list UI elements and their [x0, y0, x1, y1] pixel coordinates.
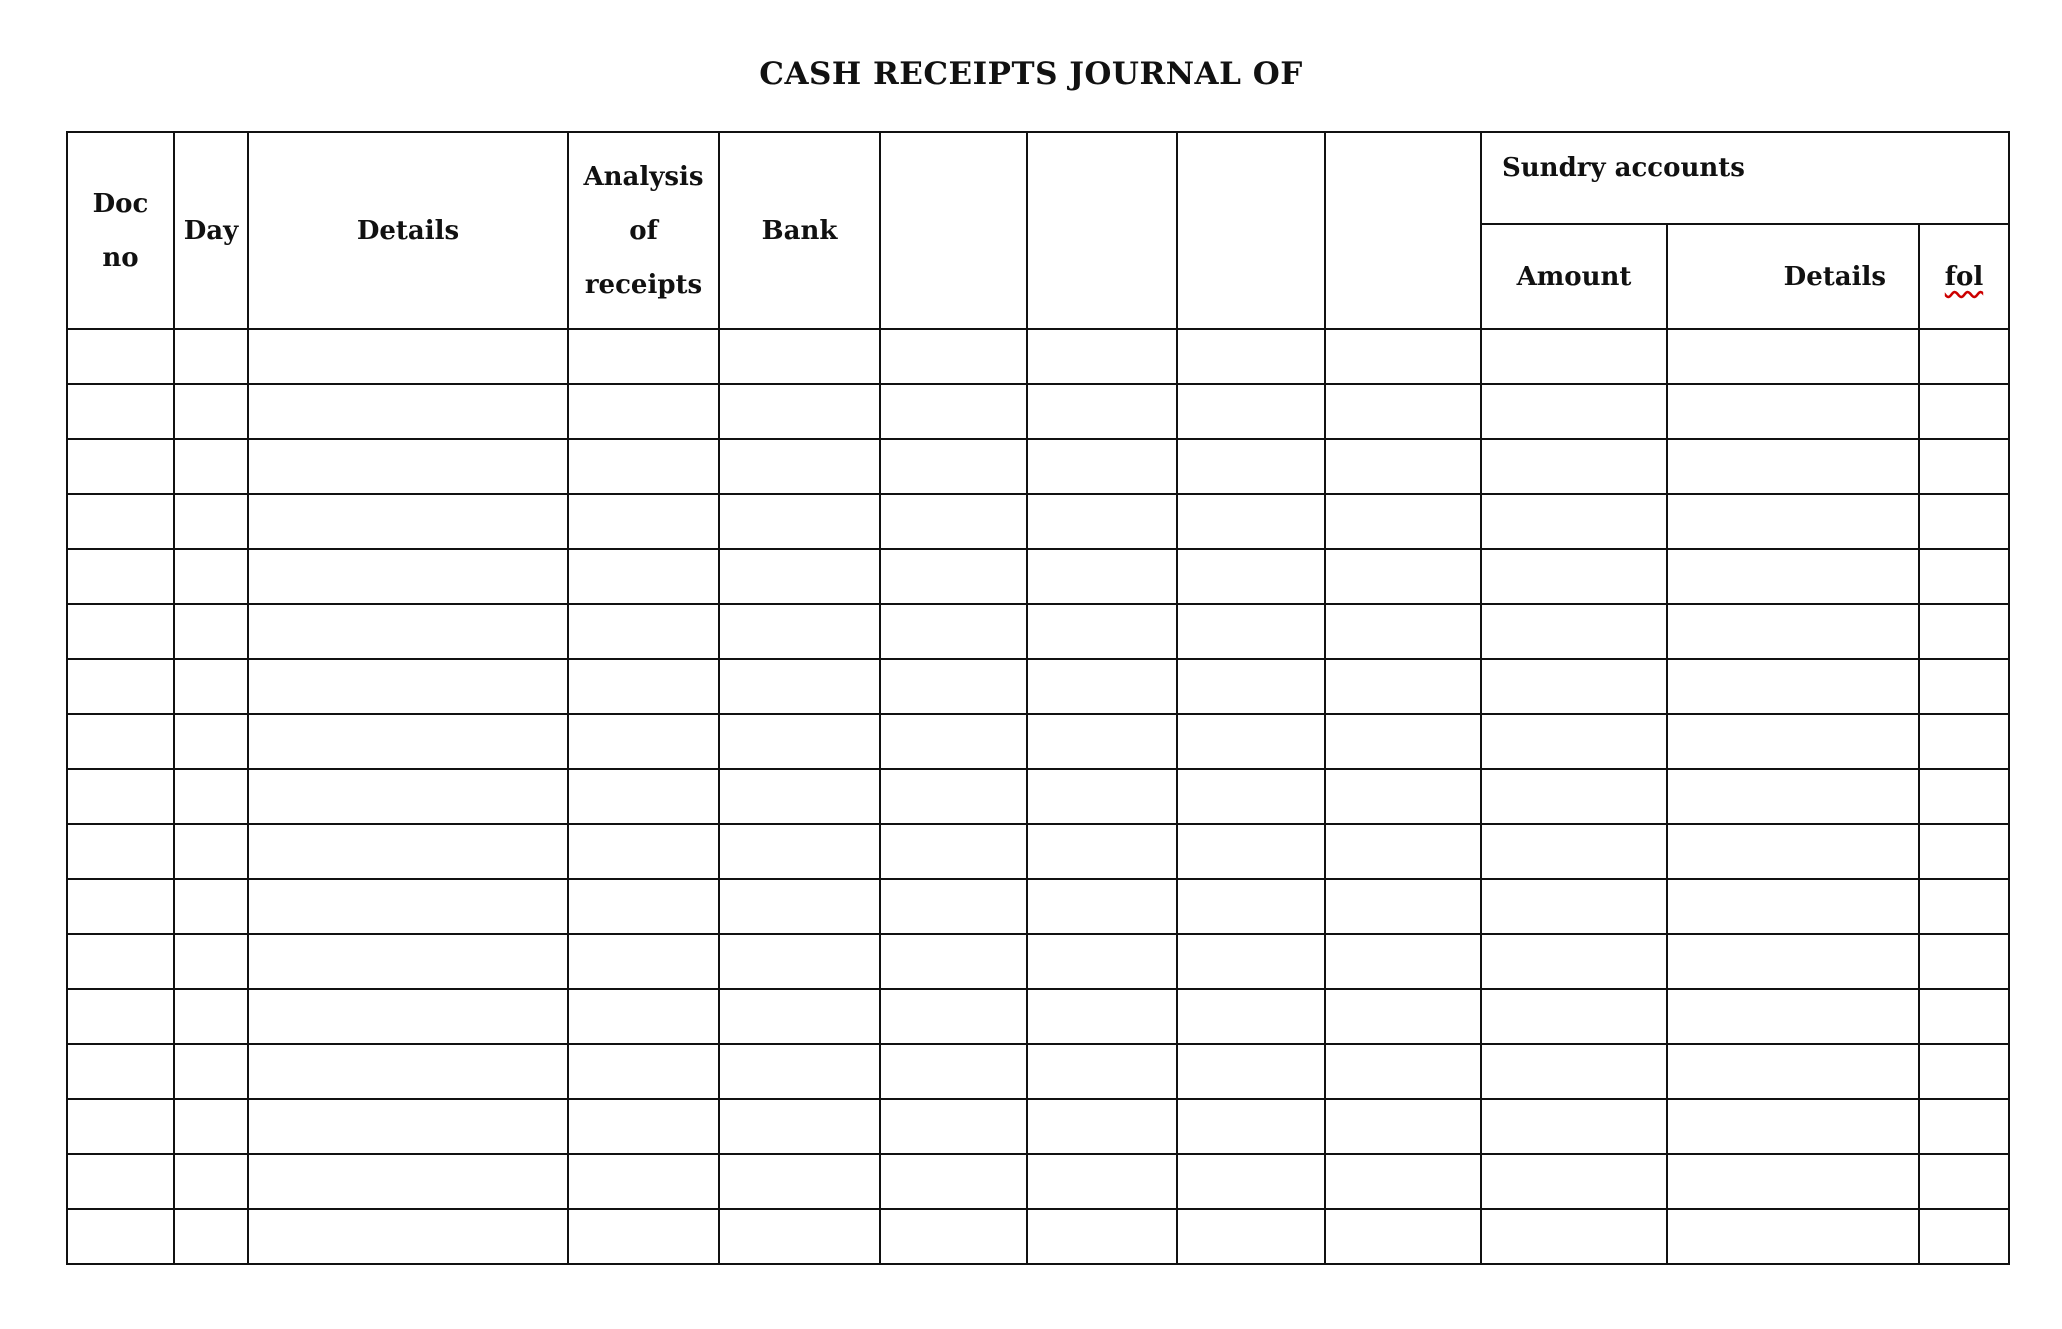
table-cell[interactable] — [1027, 714, 1177, 769]
table-cell[interactable] — [174, 1154, 248, 1209]
table-cell[interactable] — [67, 879, 174, 934]
table-cell[interactable] — [880, 494, 1027, 549]
table-cell[interactable] — [1325, 1099, 1481, 1154]
table-row — [67, 934, 2009, 989]
table-cell[interactable] — [174, 549, 248, 604]
table-cell[interactable] — [1667, 604, 1919, 659]
table-cell[interactable] — [1667, 714, 1919, 769]
table-row — [67, 879, 2009, 934]
table-row — [67, 824, 2009, 879]
table-cell[interactable] — [1919, 659, 2009, 714]
table-cell[interactable] — [174, 879, 248, 934]
table-cell[interactable] — [1667, 1209, 1919, 1264]
page-title: CASH RECEIPTS JOURNAL OF — [759, 56, 1303, 92]
table-cell[interactable] — [1177, 384, 1325, 439]
table-cell[interactable] — [1481, 1209, 1667, 1264]
table-cell[interactable] — [719, 659, 880, 714]
table-cell[interactable] — [1667, 824, 1919, 879]
table-cell[interactable] — [174, 769, 248, 824]
table-cell[interactable] — [1481, 1044, 1667, 1099]
table-cell[interactable] — [174, 1209, 248, 1264]
table-cell[interactable] — [1919, 329, 2009, 384]
table-cell[interactable] — [248, 1209, 568, 1264]
table-row — [67, 1099, 2009, 1154]
table-cell[interactable] — [1481, 659, 1667, 714]
table-cell[interactable] — [1325, 824, 1481, 879]
table-cell[interactable] — [1027, 1154, 1177, 1209]
table-row — [67, 714, 2009, 769]
table-cell[interactable] — [1919, 384, 2009, 439]
table-cell[interactable] — [248, 604, 568, 659]
table-cell[interactable] — [1325, 934, 1481, 989]
table-cell[interactable] — [174, 1044, 248, 1099]
table-cell[interactable] — [568, 1154, 719, 1209]
table-cell[interactable] — [880, 714, 1027, 769]
table-cell[interactable] — [1667, 989, 1919, 1044]
table-cell[interactable] — [67, 934, 174, 989]
table-cell[interactable] — [1027, 934, 1177, 989]
header-blank-4 — [1325, 132, 1481, 329]
table-cell[interactable] — [67, 989, 174, 1044]
table-cell[interactable] — [1325, 384, 1481, 439]
table-cell[interactable] — [1667, 879, 1919, 934]
table-cell[interactable] — [174, 384, 248, 439]
table-cell[interactable] — [1667, 494, 1919, 549]
table-cell[interactable] — [1027, 604, 1177, 659]
table-cell[interactable] — [67, 329, 174, 384]
table-cell[interactable] — [1325, 1154, 1481, 1209]
table-cell[interactable] — [880, 824, 1027, 879]
table-cell[interactable] — [568, 1209, 719, 1264]
table-cell[interactable] — [1177, 769, 1325, 824]
table-cell[interactable] — [1177, 1154, 1325, 1209]
table-cell[interactable] — [1667, 329, 1919, 384]
table-cell[interactable] — [568, 824, 719, 879]
table-cell[interactable] — [1919, 604, 2009, 659]
table-cell[interactable] — [568, 989, 719, 1044]
table-cell[interactable] — [174, 604, 248, 659]
table-cell[interactable] — [174, 934, 248, 989]
table-cell[interactable] — [1481, 494, 1667, 549]
table-cell[interactable] — [248, 494, 568, 549]
table-cell[interactable] — [568, 879, 719, 934]
table-cell[interactable] — [1325, 549, 1481, 604]
table-cell[interactable] — [1027, 329, 1177, 384]
header-sundry-fol-label: fol — [1944, 261, 1984, 292]
table-cell[interactable] — [1481, 384, 1667, 439]
table-cell[interactable] — [1325, 989, 1481, 1044]
table-cell[interactable] — [248, 769, 568, 824]
table-cell[interactable] — [67, 769, 174, 824]
table-cell[interactable] — [1481, 989, 1667, 1044]
table-cell[interactable] — [1325, 329, 1481, 384]
table-cell[interactable] — [568, 659, 719, 714]
table-cell[interactable] — [568, 329, 719, 384]
table-cell[interactable] — [568, 1099, 719, 1154]
table-cell[interactable] — [248, 989, 568, 1044]
table-row — [67, 1044, 2009, 1099]
header-analysis-line2: of — [629, 215, 658, 246]
table-cell[interactable] — [1919, 439, 2009, 494]
table-cell[interactable] — [1919, 1099, 2009, 1154]
header-analysis-line3: receipts — [584, 269, 703, 300]
table-cell[interactable] — [1481, 1154, 1667, 1209]
table-cell[interactable] — [1667, 1099, 1919, 1154]
table-cell[interactable] — [1027, 1209, 1177, 1264]
table-cell[interactable] — [1027, 879, 1177, 934]
table-cell[interactable] — [174, 714, 248, 769]
table-cell[interactable] — [1177, 604, 1325, 659]
table-cell[interactable] — [880, 769, 1027, 824]
table-cell[interactable] — [1325, 439, 1481, 494]
table-cell[interactable] — [1667, 659, 1919, 714]
table-row — [67, 494, 2009, 549]
table-cell[interactable] — [174, 989, 248, 1044]
table-cell[interactable] — [1481, 439, 1667, 494]
header-sundry-details: Details — [1667, 224, 1919, 329]
table-cell[interactable] — [568, 384, 719, 439]
header-day: Day — [174, 132, 248, 329]
table-cell[interactable] — [1667, 439, 1919, 494]
header-doc-no-line1: Doc — [92, 188, 149, 219]
table-cell[interactable] — [1325, 879, 1481, 934]
table-cell[interactable] — [248, 1044, 568, 1099]
table-cell[interactable] — [1177, 1044, 1325, 1099]
table-cell[interactable] — [719, 1044, 880, 1099]
table-cell[interactable] — [1481, 879, 1667, 934]
table-cell[interactable] — [568, 769, 719, 824]
table-cell[interactable] — [719, 494, 880, 549]
table-cell[interactable] — [880, 439, 1027, 494]
table-cell[interactable] — [1667, 549, 1919, 604]
header-blank-2 — [1027, 132, 1177, 329]
table-row — [67, 1154, 2009, 1209]
table-cell[interactable] — [719, 1209, 880, 1264]
table-cell[interactable] — [67, 439, 174, 494]
table-cell[interactable] — [880, 604, 1027, 659]
table-cell[interactable] — [1919, 1154, 2009, 1209]
table-cell[interactable] — [67, 824, 174, 879]
table-cell[interactable] — [568, 494, 719, 549]
table-cell[interactable] — [880, 879, 1027, 934]
header-sundry-accounts: Sundry accounts — [1481, 132, 2009, 224]
header-doc-no — [67, 132, 174, 329]
table-cell[interactable] — [1667, 934, 1919, 989]
table-cell[interactable] — [1027, 989, 1177, 1044]
table-cell[interactable] — [719, 824, 880, 879]
table-cell[interactable] — [67, 549, 174, 604]
table-cell[interactable] — [248, 549, 568, 604]
table-cell[interactable] — [1325, 1044, 1481, 1099]
table-cell[interactable] — [1177, 934, 1325, 989]
table-row — [67, 1209, 2009, 1264]
table-cell[interactable] — [880, 1044, 1027, 1099]
table-cell[interactable] — [248, 439, 568, 494]
table-cell[interactable] — [880, 329, 1027, 384]
table-cell[interactable] — [67, 1099, 174, 1154]
table-cell[interactable] — [174, 824, 248, 879]
table-cell[interactable] — [1027, 824, 1177, 879]
table-cell[interactable] — [719, 549, 880, 604]
table-cell[interactable] — [1027, 769, 1177, 824]
table-cell[interactable] — [1919, 714, 2009, 769]
table-cell[interactable] — [719, 714, 880, 769]
table-cell[interactable] — [1919, 494, 2009, 549]
table-cell[interactable] — [1667, 769, 1919, 824]
table-cell[interactable] — [248, 1154, 568, 1209]
table-cell[interactable] — [1177, 989, 1325, 1044]
table-cell[interactable] — [568, 604, 719, 659]
header-analysis-line1: Analysis — [583, 161, 704, 192]
table-cell[interactable] — [719, 329, 880, 384]
table-cell[interactable] — [1667, 384, 1919, 439]
table-cell[interactable] — [67, 1044, 174, 1099]
table-cell[interactable] — [880, 1099, 1027, 1154]
header-analysis-of-receipts — [568, 132, 719, 329]
table-cell[interactable] — [1325, 659, 1481, 714]
table-cell[interactable] — [1919, 934, 2009, 989]
table-row — [67, 549, 2009, 604]
header-doc-no-line2: no — [102, 242, 139, 273]
table-cell[interactable] — [248, 384, 568, 439]
table-cell[interactable] — [1177, 1099, 1325, 1154]
table-row — [67, 769, 2009, 824]
table-cell[interactable] — [719, 769, 880, 824]
table-cell[interactable] — [248, 659, 568, 714]
table-cell[interactable] — [67, 494, 174, 549]
table-cell[interactable] — [1027, 549, 1177, 604]
table-cell[interactable] — [67, 1209, 174, 1264]
table-cell[interactable] — [248, 1099, 568, 1154]
table-cell[interactable] — [1919, 824, 2009, 879]
table-cell[interactable] — [1481, 824, 1667, 879]
table-cell[interactable] — [880, 549, 1027, 604]
header-blank-3 — [1177, 132, 1325, 329]
table-cell[interactable] — [719, 879, 880, 934]
table-cell[interactable] — [1177, 494, 1325, 549]
table-cell[interactable] — [1481, 604, 1667, 659]
table-cell[interactable] — [568, 934, 719, 989]
table-cell[interactable] — [1177, 549, 1325, 604]
header-blank-1 — [880, 132, 1027, 329]
table-cell[interactable] — [67, 604, 174, 659]
journal-body — [67, 329, 2009, 1264]
table-cell[interactable] — [174, 1099, 248, 1154]
table-cell[interactable] — [719, 1099, 880, 1154]
table-cell[interactable] — [67, 659, 174, 714]
table-cell[interactable] — [880, 659, 1027, 714]
table-cell[interactable] — [1667, 1154, 1919, 1209]
table-cell[interactable] — [719, 934, 880, 989]
table-cell[interactable] — [1177, 439, 1325, 494]
table-cell[interactable] — [880, 1154, 1027, 1209]
table-cell[interactable] — [568, 1044, 719, 1099]
table-cell[interactable] — [568, 439, 719, 494]
table-cell[interactable] — [880, 989, 1027, 1044]
table-cell[interactable] — [248, 934, 568, 989]
table-cell[interactable] — [248, 879, 568, 934]
table-cell[interactable] — [1919, 879, 2009, 934]
table-cell[interactable] — [1177, 879, 1325, 934]
table-row — [67, 604, 2009, 659]
table-cell[interactable] — [174, 659, 248, 714]
cash-receipts-journal-table — [66, 131, 2010, 1265]
table-cell[interactable] — [248, 329, 568, 384]
table-row — [67, 439, 2009, 494]
table-cell[interactable] — [67, 1154, 174, 1209]
table-cell[interactable] — [1325, 1209, 1481, 1264]
table-cell[interactable] — [67, 714, 174, 769]
table-cell[interactable] — [719, 439, 880, 494]
table-cell[interactable] — [1177, 714, 1325, 769]
table-cell[interactable] — [1919, 1044, 2009, 1099]
table-cell[interactable] — [1919, 769, 2009, 824]
table-cell[interactable] — [1325, 769, 1481, 824]
table-cell[interactable] — [1325, 494, 1481, 549]
header-details: Details — [248, 132, 568, 329]
table-cell[interactable] — [1177, 659, 1325, 714]
table-cell[interactable] — [1919, 549, 2009, 604]
table-cell[interactable] — [1481, 549, 1667, 604]
table-cell[interactable] — [174, 329, 248, 384]
table-cell[interactable] — [1177, 824, 1325, 879]
table-cell[interactable] — [568, 714, 719, 769]
table-cell[interactable] — [568, 549, 719, 604]
table-cell[interactable] — [248, 714, 568, 769]
table-cell[interactable] — [719, 989, 880, 1044]
table-cell[interactable] — [248, 824, 568, 879]
table-cell[interactable] — [1325, 714, 1481, 769]
table-row — [67, 989, 2009, 1044]
table-cell[interactable] — [1919, 989, 2009, 1044]
table-cell[interactable] — [1481, 769, 1667, 824]
table-cell[interactable] — [67, 384, 174, 439]
table-cell[interactable] — [1027, 1099, 1177, 1154]
table-cell[interactable] — [880, 1209, 1027, 1264]
table-cell[interactable] — [880, 934, 1027, 989]
header-sundry-fol — [1919, 224, 2009, 329]
table-cell[interactable] — [1919, 1209, 2009, 1264]
table-cell[interactable] — [1027, 439, 1177, 494]
table-cell[interactable] — [1027, 1044, 1177, 1099]
table-cell[interactable] — [719, 384, 880, 439]
table-cell[interactable] — [1177, 329, 1325, 384]
table-cell[interactable] — [1481, 714, 1667, 769]
table-cell[interactable] — [1481, 329, 1667, 384]
table-cell[interactable] — [174, 439, 248, 494]
table-cell[interactable] — [1667, 1044, 1919, 1099]
table-cell[interactable] — [1027, 659, 1177, 714]
table-row — [67, 329, 2009, 384]
table-cell[interactable] — [1325, 604, 1481, 659]
table-row — [67, 659, 2009, 714]
header-sundry-amount: Amount — [1481, 224, 1667, 329]
table-cell[interactable] — [1481, 1099, 1667, 1154]
table-cell[interactable] — [1177, 1209, 1325, 1264]
table-cell[interactable] — [1027, 384, 1177, 439]
table-row — [67, 384, 2009, 439]
table-cell[interactable] — [880, 384, 1027, 439]
table-cell[interactable] — [1027, 494, 1177, 549]
table-cell[interactable] — [174, 494, 248, 549]
table-cell[interactable] — [1481, 934, 1667, 989]
header-bank: Bank — [719, 132, 880, 329]
table-cell[interactable] — [719, 1154, 880, 1209]
table-cell[interactable] — [719, 604, 880, 659]
